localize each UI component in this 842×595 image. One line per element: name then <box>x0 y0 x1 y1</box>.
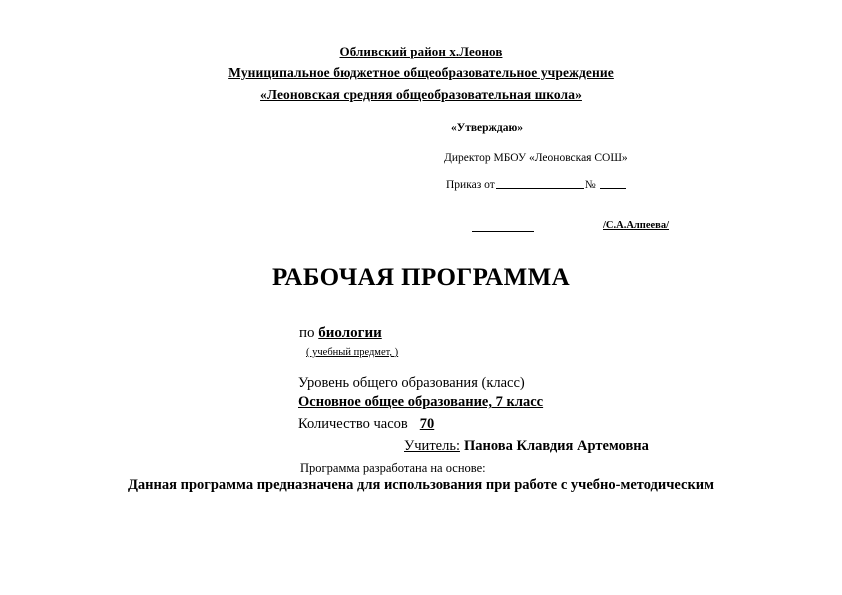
institution-type-text: Муниципальное бюджетное общеобразовательное учреждение <box>228 65 614 80</box>
school-district-line <box>0 44 842 60</box>
subject-line <box>299 325 382 342</box>
subject-note: ( учебный предмет, ) <box>306 347 399 358</box>
order-date-blank <box>496 177 584 189</box>
subject-prefix: по <box>299 325 319 341</box>
basis-label: Программа разработана на основе: <box>300 461 486 475</box>
approval-heading: «Утверждаю» <box>451 122 523 134</box>
order-label: Приказ от <box>446 179 495 191</box>
subject-name: биологии <box>318 325 382 341</box>
hours-line <box>298 416 434 433</box>
school-district-text: Обливский район х.Леонов <box>339 44 503 59</box>
school-name-line <box>0 87 842 103</box>
hours-value: 70 <box>419 416 435 432</box>
page-title: РАБОЧАЯ ПРОГРАММА <box>271 264 571 291</box>
basis-text: Данная программа предназначена для использования при работе с учебно-методическим <box>127 477 715 493</box>
teacher-line <box>404 438 649 455</box>
education-level-label: Уровень общего образования (класс) <box>298 375 525 391</box>
order-number-label: № <box>584 179 596 191</box>
teacher-name: Панова Клавдия Артемовна <box>463 438 649 454</box>
order-line <box>446 177 628 191</box>
order-number-blank <box>600 177 626 189</box>
education-level-value: Основное общее образование, 7 класс <box>298 394 544 410</box>
hours-label: Количество часов <box>298 416 408 432</box>
teacher-label: Учитель: <box>404 438 460 454</box>
institution-type-line <box>0 65 842 81</box>
signature-name: /С.А.Алпеева/ <box>603 220 670 231</box>
school-name-text: «Леоновская средняя общеобразовательная школа» <box>260 87 582 102</box>
director-line: Директор МБОУ «Леоновская СОШ» <box>444 152 628 164</box>
signature-blank-line <box>472 231 534 232</box>
